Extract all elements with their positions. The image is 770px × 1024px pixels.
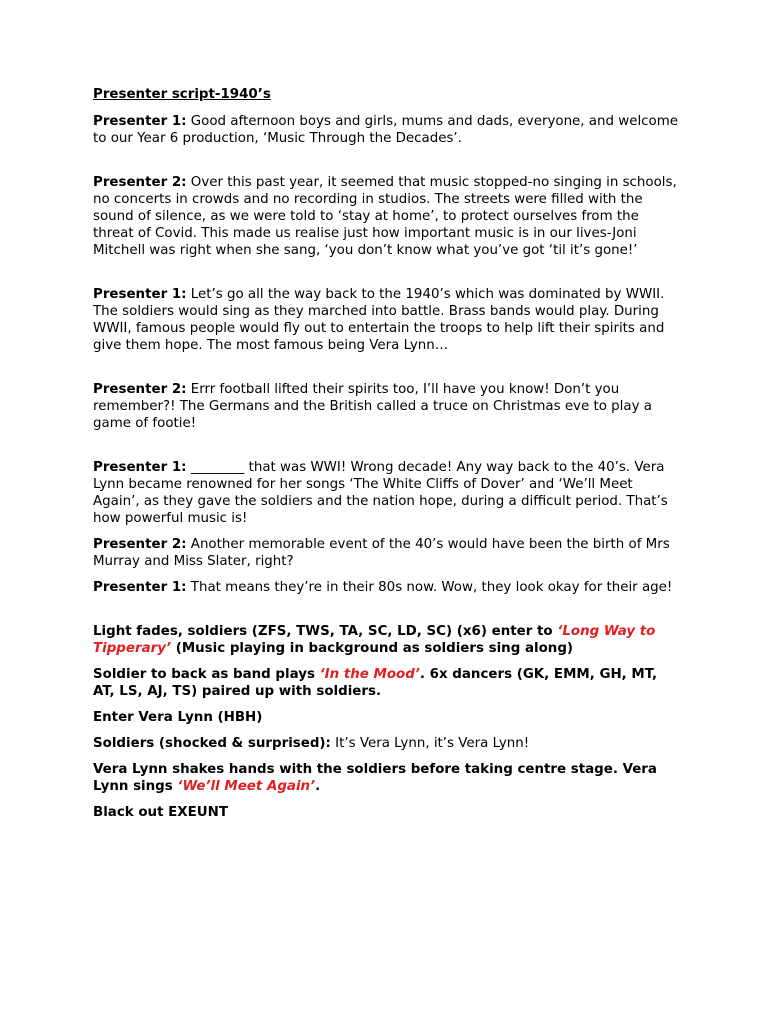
stage-direction-6: Black out EXEUNT	[93, 805, 228, 820]
speaker-label: Presenter 2:	[93, 175, 187, 190]
speaker-label: Presenter 2:	[93, 537, 187, 552]
line-text: Let’s go all the way back to the 1940’s which was dominated by WWII. The soldiers would sing as they marched into battle. Brass bands would play. During WWII, famous people would fly out to entertain the troops to help lift their spirits and give them hope. The most famous being Vera Lynn…	[93, 287, 665, 353]
speaker-label: Presenter 1:	[93, 287, 187, 302]
direction-text: .	[315, 779, 321, 794]
script-page	[93, 86, 683, 821]
speaker-label: Presenter 2:	[93, 382, 187, 397]
line-text: Errr football lifted their spirits too, I’ll have you know! Don’t you remember?! The Germans and the British called a truce on Christmas eve to play a game of footie!	[93, 382, 652, 431]
song-title: ‘Long Way to Tipperary’	[93, 624, 656, 656]
stage-direction-5	[93, 761, 683, 795]
stage-direction-1	[93, 623, 683, 657]
direction-text: Vera Lynn shakes hands with the soldiers before taking centre stage. Vera Lynn sings	[93, 762, 657, 794]
line-text: That means they’re in their 80s now. Wow, they look okay for their age!	[190, 580, 673, 595]
song-title: ‘We’ll Meet Again’	[177, 779, 316, 794]
line-text: Over this past year, it seemed that music stopped-no singing in schools, no concerts in crowds and no recording in studios. The streets were filled with the sound of silence, as we were told to ‘stay at home’, to protect ourselves from the threat of Covid. This made us realise just how important music is in our lives-Joni Mitchell was right when she sang, ‘you don’t know what you’ve got ‘til it’s gone!’	[93, 175, 677, 258]
presenter-line-7	[93, 579, 683, 596]
stage-direction-2	[93, 666, 683, 700]
script-title: Presenter script-1940’s	[93, 87, 271, 102]
presenter-line-6	[93, 536, 683, 570]
line-text: ________ that was WWI! Wrong decade! Any way back to the 40’s. Vera Lynn became renowned for her songs ‘The White Cliffs of Dover’ and ‘We’ll Meet Again’, as they gave the soldiers and the nation hope, during a difficult period. That’s how powerful music is!	[93, 460, 668, 526]
stage-direction-4	[93, 735, 683, 752]
presenter-line-5	[93, 459, 683, 527]
line-text: It’s Vera Lynn, it’s Vera Lynn!	[335, 736, 530, 751]
line-text: Good afternoon boys and girls, mums and dads, everyone, and welcome to our Year 6 production, ‘Music Through the Decades’.	[93, 114, 679, 146]
direction-text: . 6x dancers (GK, EMM, GH, MT, AT, LS, AJ, TS) paired up with soldiers.	[93, 667, 658, 699]
stage-direction-3: Enter Vera Lynn (HBH)	[93, 710, 263, 725]
speaker-label: Soldiers (shocked & surprised):	[93, 736, 331, 751]
direction-text: Light fades, soldiers (ZFS, TWS, TA, SC, LD, SC) (x6) enter to	[93, 624, 558, 639]
presenter-line-2	[93, 174, 683, 259]
presenter-line-1	[93, 113, 683, 147]
song-title: ‘In the Mood’	[319, 667, 420, 682]
presenter-line-3	[93, 286, 683, 354]
presenter-line-4	[93, 381, 683, 432]
direction-text: Soldier to back as band plays	[93, 667, 320, 682]
speaker-label: Presenter 1:	[93, 460, 187, 475]
line-text: Another memorable event of the 40’s would have been the birth of Mrs Murray and Miss Slater, right?	[93, 537, 670, 569]
speaker-label: Presenter 1:	[93, 580, 187, 595]
speaker-label: Presenter 1:	[93, 114, 187, 129]
direction-text: (Music playing in background as soldiers sing along)	[171, 641, 574, 656]
